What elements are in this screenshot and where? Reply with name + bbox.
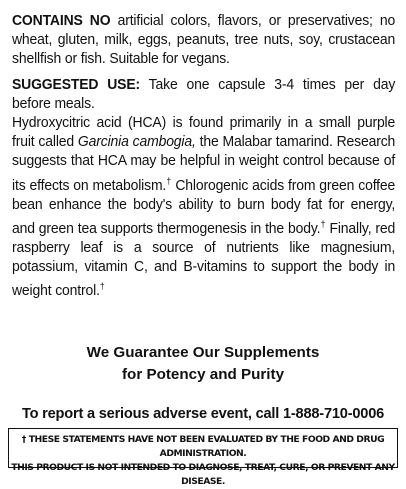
- guarantee-line2: for Potency and Purity: [121, 366, 285, 383]
- suggested-use-paragraph: [12, 76, 395, 114]
- description-paragraph: [12, 114, 395, 301]
- contains-text: artificial colors, flavors, or preservatives; no wheat, gluten, milk, eggs, peanuts, tree nuts, soy, crustacean shellfish or fish. Suitable for vegans.: [12, 13, 396, 68]
- description-part1: Hydroxycitric acid (HCA) is found primarily in a small purple fruit called: [12, 115, 396, 151]
- suggested-use-text: Take one capsule 3-4 times per day before meals.: [12, 76, 396, 112]
- adverse-event-report: To report a serious adverse event, call 1-888-710-0006: [21, 406, 385, 422]
- dagger-mark: †: [320, 218, 326, 229]
- fda-disclaimer-box: [8, 428, 398, 487]
- dagger-mark: †: [99, 281, 105, 292]
- fda-line2: THIS PRODUCT IS NOT INTENDED TO DIAGNOSE, TREAT, CURE, OR PREVENT ANY DISEASE.: [11, 462, 395, 487]
- suggested-use-heading: SUGGESTED USE:: [12, 76, 141, 93]
- description-part3: Chlorogenic acids from green coffee bean enhance the body's ability to burn body fat for energy, and green tea supports thermogenesis in the body.: [12, 177, 396, 237]
- description-part4: Finally, red raspberry leaf is a source of nutrients like magnesium, potassium, vitamin C, and B-vitamins to support the body in weight control.: [12, 220, 396, 300]
- guarantee-line1: We Guarantee Our Supplements: [86, 344, 320, 361]
- fda-line1: † THESE STATEMENTS HAVE NOT BEEN EVALUATED BY THE FOOD AND DRUG ADMINISTRATION.: [21, 434, 385, 459]
- guarantee-block: [0, 342, 406, 386]
- contains-paragraph: [12, 12, 395, 70]
- description-italic: Garcinia cambogia,: [77, 134, 196, 151]
- contains-heading: CONTAINS NO: [12, 13, 111, 29]
- dagger-mark: †: [166, 175, 172, 186]
- description-part2: the Malabar tamarind. Research suggests that HCA may be helpful in weight control because of its effects on metabolism.: [12, 134, 396, 194]
